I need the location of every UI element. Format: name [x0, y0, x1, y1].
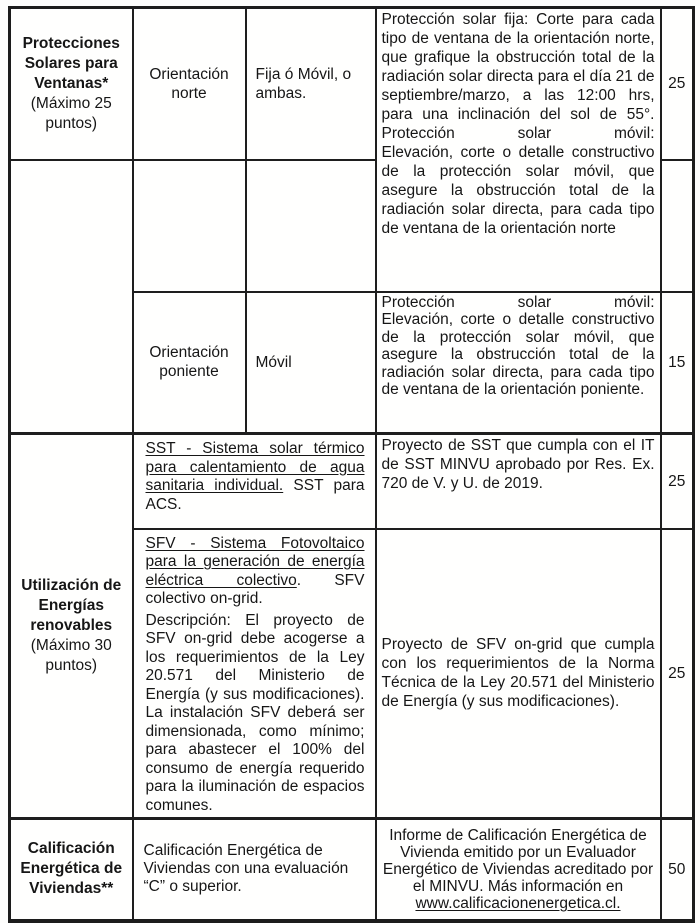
cell-puntos-sfv: 25 [661, 529, 694, 819]
table-row [10, 8, 694, 160]
table-row [10, 819, 694, 921]
sst-text [146, 440, 365, 514]
section-title-energias: Utilización de Energías renovables [21, 577, 122, 634]
cell-calificacion-criterio: Calificación Energética de Viviendas con una evaluación “C” o superior. [133, 819, 376, 921]
sfv-name-rest: . SFV colectivo on-grid. [145, 571, 365, 607]
calificacion-url: www.calificacionenergetica.cl. [415, 894, 621, 912]
cell-sst-descripcion [133, 434, 376, 529]
section-title-calificacion: Calificación Energética de Viviendas** [20, 840, 123, 898]
cell-sst-verificacion [376, 434, 661, 529]
cell-calificacion-verificacion [376, 819, 661, 921]
sfv-text [146, 535, 365, 609]
cell-tipo-norte: Fija ó Móvil, o ambas. [246, 8, 376, 160]
section-title-protecciones: Protecciones Solares para Ventanas* [22, 34, 120, 92]
criteria-table [8, 6, 695, 923]
sst-verificacion-text: Proyecto de SST que cumpla con el IT de SST MINVU aprobado por Res. Ex. 720 de V. y U. de 2019. [381, 437, 655, 492]
requisito-movil-header: Protección solar móvil: [381, 125, 655, 142]
section-max-points: (Máximo 30 puntos) [30, 637, 112, 674]
cell-puntos-poniente: 15 [661, 292, 694, 434]
sst-name-rest: SST para ACS. [145, 477, 365, 513]
cell-empty [133, 160, 246, 292]
cell-tipo-poniente: Móvil [246, 292, 376, 434]
cell-protecciones-title [10, 8, 133, 160]
table-row [10, 434, 694, 529]
cell-empty [246, 160, 376, 292]
cell-protecciones-spacer [10, 160, 133, 434]
requisito-fija-text: Protección solar fija: Corte para cada tipo de ventana de la orientación norte, que grafique la obstrucción total de la radiación solar directa para el día 21 de septiembre/marzo, a las 12:00 hrs, para una inclinación del sol de 55°. [381, 11, 655, 123]
cell-requisito-norte [376, 8, 661, 292]
cell-requisito-poniente [376, 292, 661, 434]
cell-puntos-calificacion: 50 [661, 819, 694, 921]
requisito-poniente-body: Elevación, corte o detalle constructivo de la protección solar móvil, que asegure la obstrucción total de la radiación solar directa, para cada tipo de ventana de la orientación poniente. [381, 311, 655, 398]
sfv-descripcion-text: Descripción: El proyecto de SFV on-grid debe acogerse a los requerimientos de la Ley 20.571 del Ministerio de Energía (y sus modificaciones). La instalación SFV deberá ser dimensionada, como mínimo; para abastecer el 100% del consumo de energía requerido para la iluminación de espacios comunes. [145, 611, 365, 814]
cell-puntos-norte: 25 [661, 8, 694, 160]
cell-energias-title [10, 434, 133, 819]
sfv-name-underlined: SFV - Sistema Fotovoltaico para la generación de energía eléctrica colectivo [145, 534, 365, 589]
cell-sfv-verificacion [376, 529, 661, 819]
cell-sfv-descripcion [133, 529, 376, 819]
cell-calificacion-title [10, 819, 133, 921]
sst-name-underlined: SST - Sistema solar térmico para calentamiento de agua sanitaria individual. [145, 440, 365, 494]
sfv-verificacion-text: Proyecto de SFV on-grid que cumpla con los requerimientos de la Norma Técnica de la Ley 20.571 del Ministerio de Energía (y sus modificaciones). [381, 636, 655, 711]
section-max-points: (Máximo 25 puntos) [30, 94, 112, 132]
requisito-movil-body: Elevación, corte o detalle constructivo de la protección solar móvil, que asegure la obstrucción total de la radiación solar directa, para cada tipo de ventana de la orientación norte [381, 144, 655, 237]
requisito-poniente-header: Protección solar móvil: [381, 293, 655, 311]
cell-puntos-sst: 25 [661, 434, 694, 529]
calificacion-verificacion-text: Informe de Calificación Energética de Vivienda emitido por un Evaluador Energético de Viviendas acreditado por el MINVU. Más información en [382, 826, 654, 895]
cell-empty [661, 160, 694, 292]
cell-orientacion-poniente: Orientación poniente [133, 292, 246, 434]
cell-orientacion-norte: Orientación norte [133, 8, 246, 160]
